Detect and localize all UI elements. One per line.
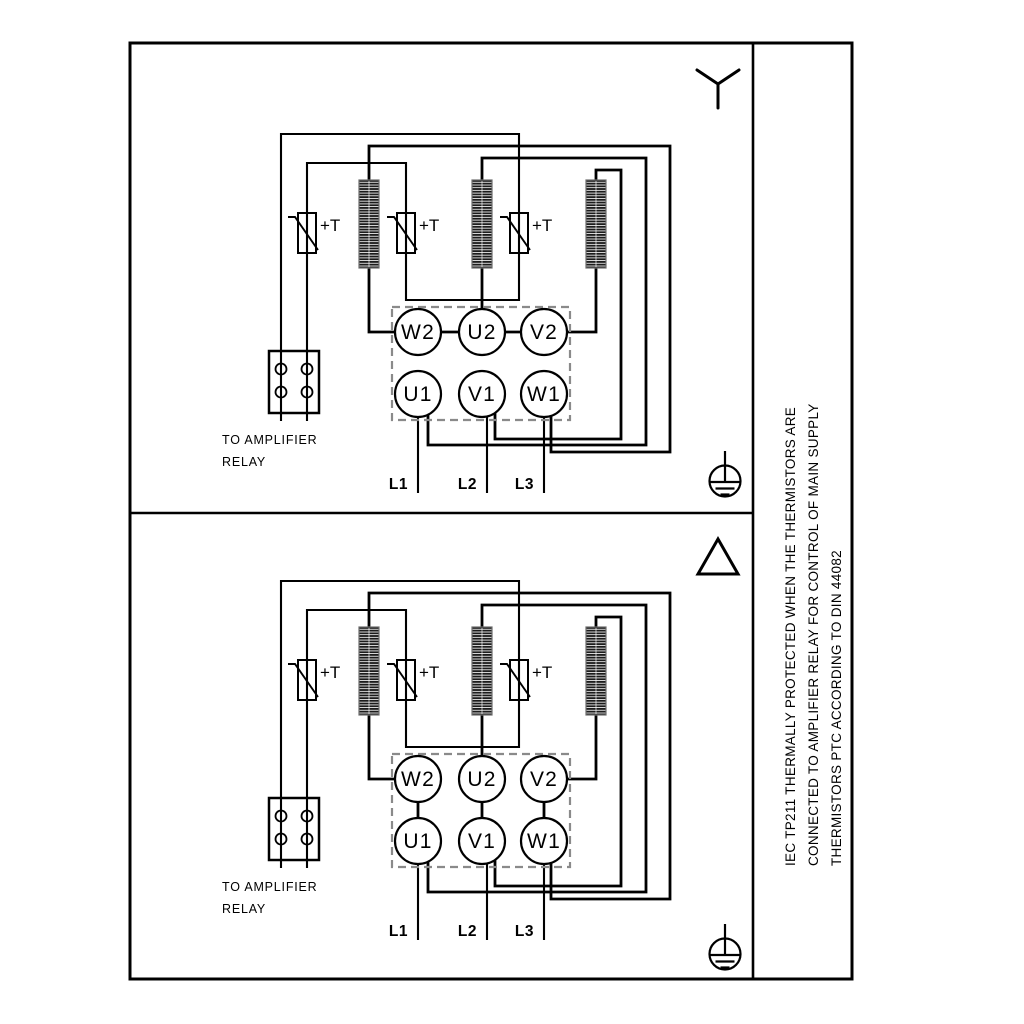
- supply-label-l3: L3: [514, 476, 534, 493]
- wire: [406, 253, 519, 300]
- ground-icon: [710, 924, 741, 970]
- wire: [307, 163, 406, 213]
- terminal-label: U1: [403, 830, 433, 853]
- thermistor-symbol: [387, 213, 417, 253]
- thermistor-label: +T: [419, 663, 440, 682]
- terminal-label: W2: [401, 768, 435, 791]
- winding-bar: [472, 627, 492, 715]
- supply-label-l1: L1: [388, 923, 408, 940]
- thermistor-label: +T: [532, 663, 553, 682]
- supply-label-l3: L3: [514, 923, 534, 940]
- terminal-label: W1: [527, 830, 561, 853]
- amplifier-relay-connector: [269, 351, 319, 413]
- thermistor-symbol: [500, 213, 530, 253]
- amplifier-relay-connector: [269, 798, 319, 860]
- winding-bar: [586, 627, 606, 715]
- thermistor-label: +T: [419, 216, 440, 235]
- panel-star: [222, 70, 741, 497]
- supply-label-l2: L2: [457, 476, 477, 493]
- terminal-label: W2: [401, 321, 435, 344]
- wire: [567, 268, 596, 332]
- wire: [406, 700, 519, 747]
- winding-bar: [586, 180, 606, 268]
- relay-note-line1: TO AMPLIFIER: [222, 880, 318, 894]
- side-note-line2: CONNECTED TO AMPLIFIER RELAY FOR CONTROL OF MAIN SUPPLY: [806, 403, 821, 866]
- side-note-line3: THERMISTORS PTC ACCORDING TO DIN 44082: [829, 550, 844, 866]
- thermistor-label: +T: [320, 216, 341, 235]
- thermistor-symbol: [288, 660, 318, 700]
- thermistor-label: +T: [532, 216, 553, 235]
- winding-bar: [359, 180, 379, 268]
- thermistor-symbol: [387, 660, 417, 700]
- terminal-label: U2: [467, 768, 497, 791]
- terminal-label: U1: [403, 383, 433, 406]
- panel-delta: [222, 539, 741, 970]
- thermistor-symbol: [500, 660, 530, 700]
- wire: [567, 715, 596, 779]
- terminal-label: V1: [467, 830, 497, 853]
- side-note: [783, 403, 844, 866]
- winding-bar: [472, 180, 492, 268]
- relay-note-line2: RELAY: [222, 455, 267, 469]
- terminal-label: V2: [529, 321, 559, 344]
- side-note-line1: IEC TP211 THERMALLY PROTECTED WHEN THE THERMISTORS ARE: [783, 406, 798, 866]
- terminal-label: V2: [529, 768, 559, 791]
- winding-bar: [359, 627, 379, 715]
- thermistor-symbol: [288, 213, 318, 253]
- relay-note-line1: TO AMPLIFIER: [222, 433, 318, 447]
- wire: [307, 610, 406, 660]
- ground-icon: [710, 451, 741, 497]
- supply-label-l2: L2: [457, 923, 477, 940]
- relay-note-line2: RELAY: [222, 902, 267, 916]
- terminal-label: V1: [467, 383, 497, 406]
- star-symbol-icon: [697, 70, 739, 108]
- supply-label-l1: L1: [388, 476, 408, 493]
- delta-symbol-icon: [698, 539, 738, 574]
- terminal-label: U2: [467, 321, 497, 344]
- terminal-label: W1: [527, 383, 561, 406]
- thermistor-label: +T: [320, 663, 341, 682]
